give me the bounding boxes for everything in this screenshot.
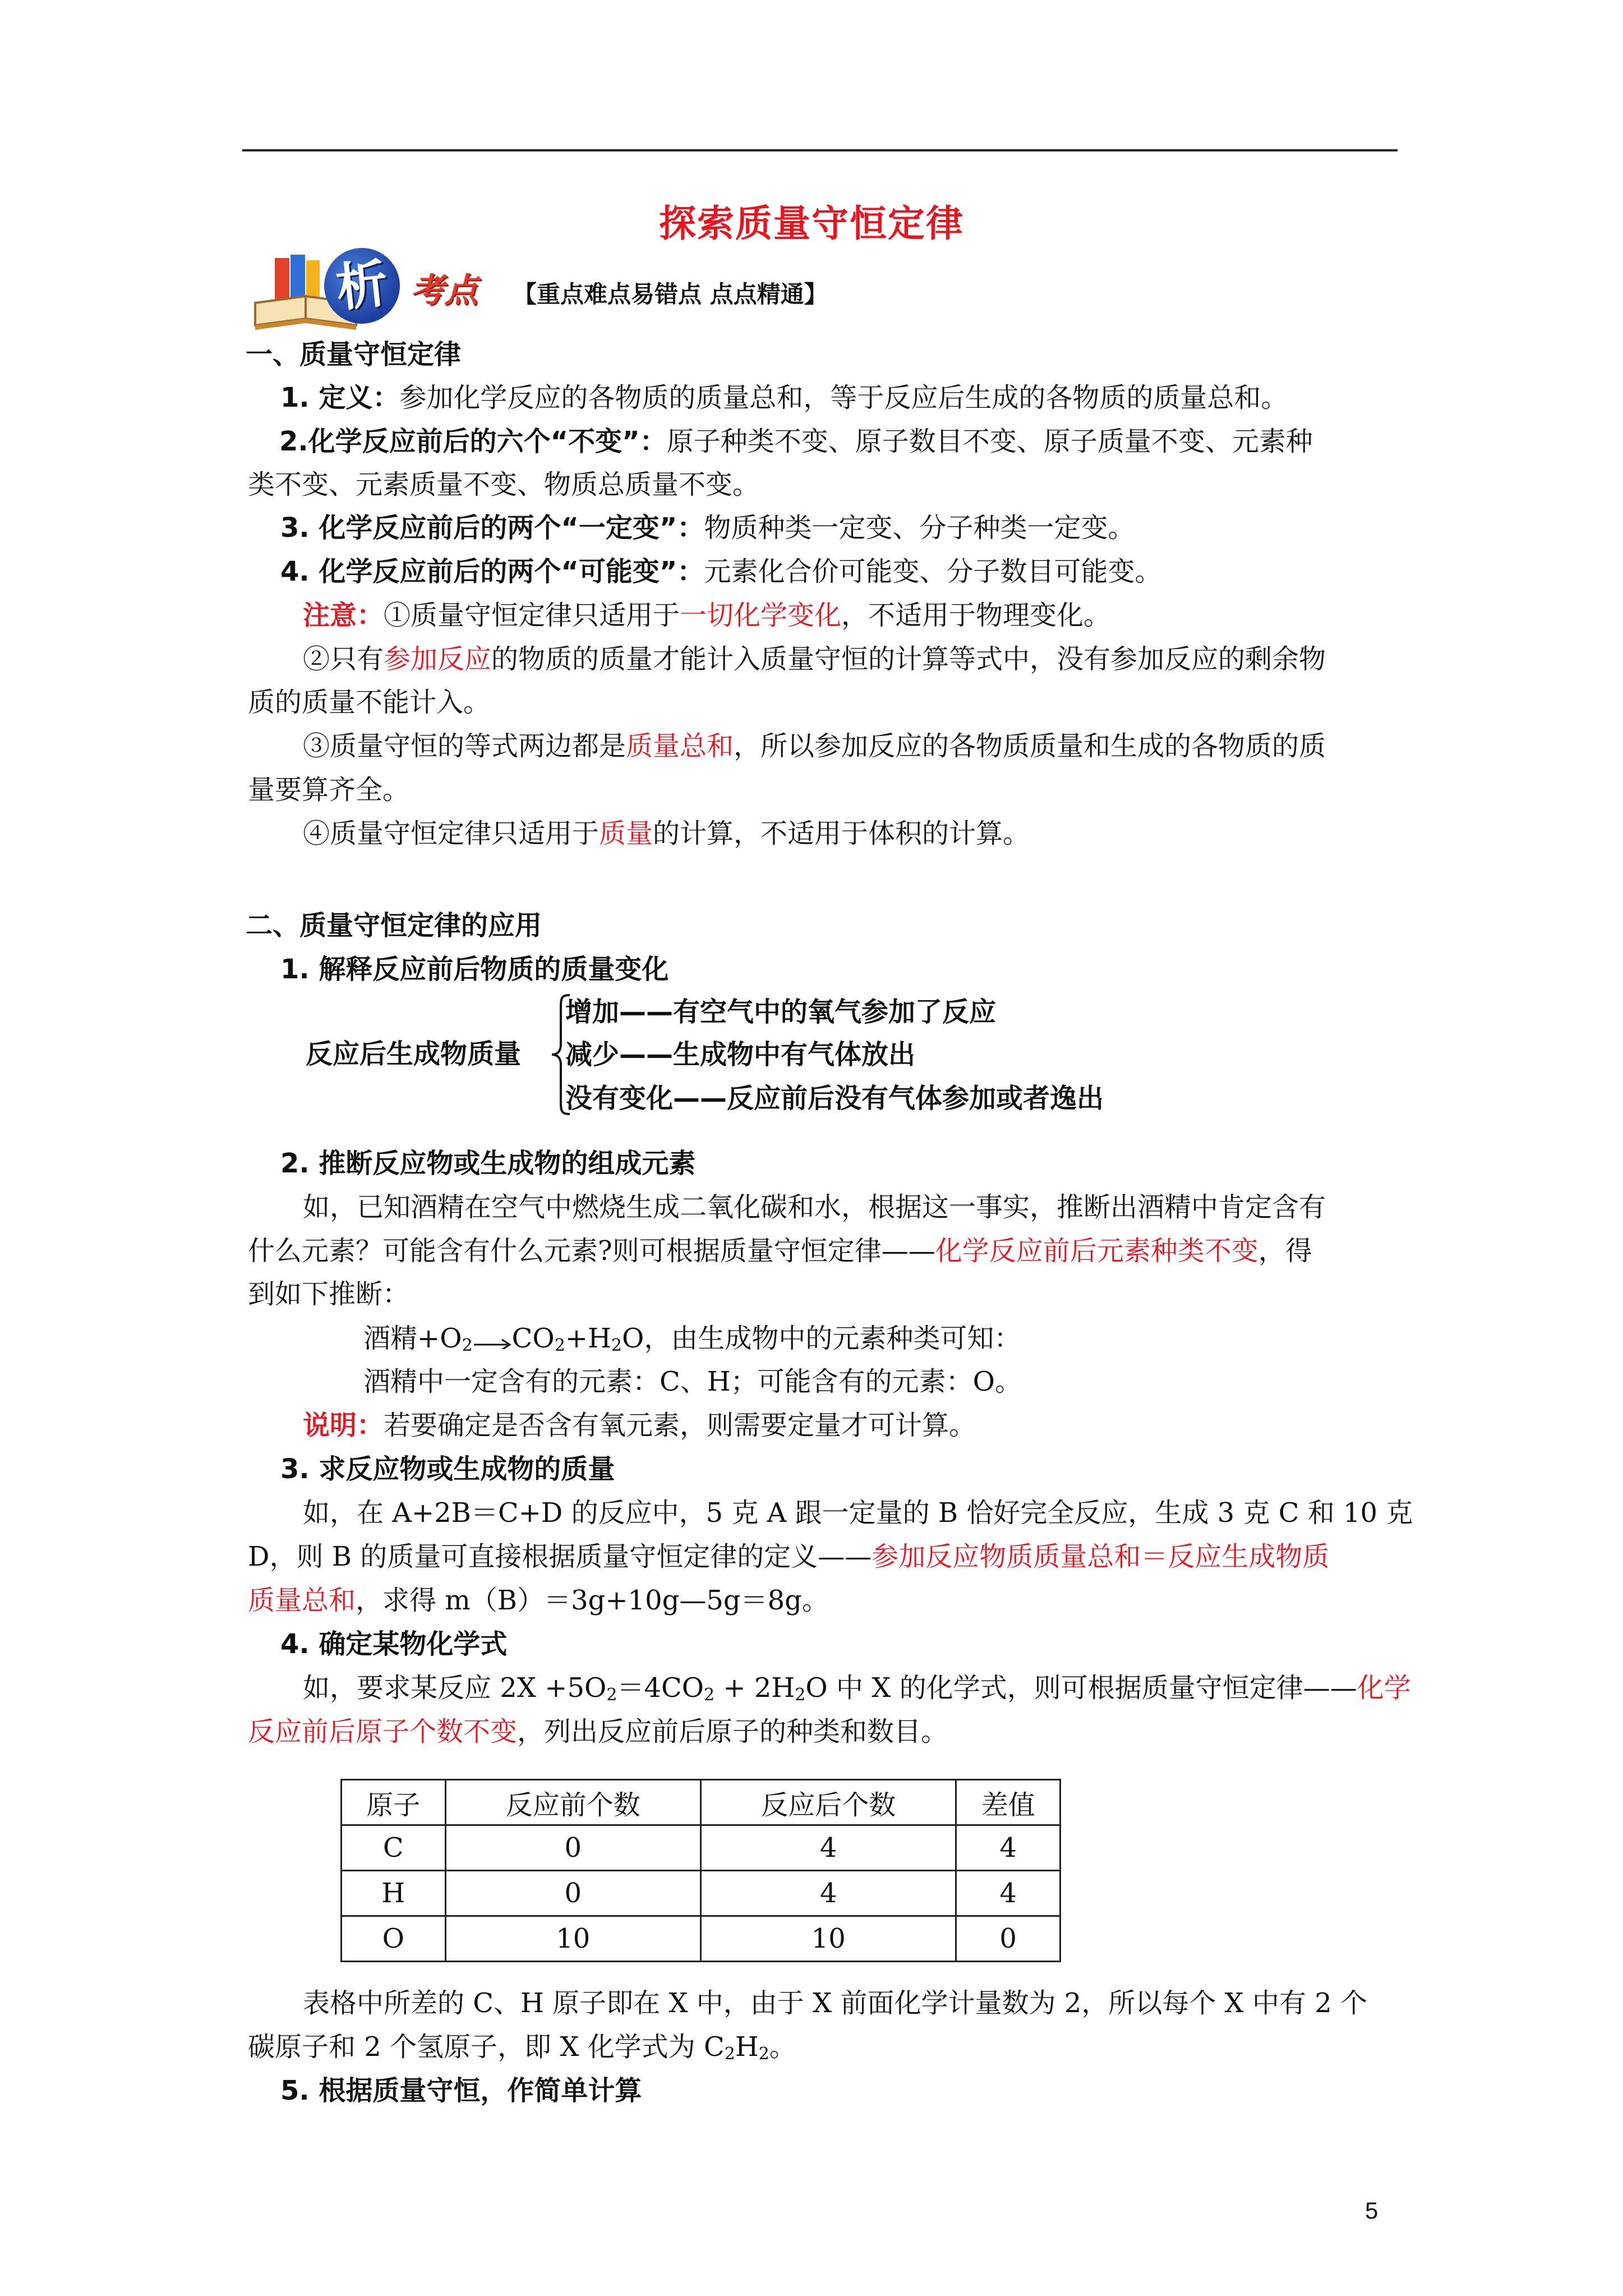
list-item: 2.化学反应前后的六个“不变”：原子种类不变、原子数目不变、原子质量不变、元素种 (279, 426, 1313, 457)
table-header-cell: 反应后个数 (700, 1780, 956, 1825)
section-heading: 一、质量守恒定律 (246, 339, 462, 370)
explanation-line: 说明：若要确定是否含有氧元素，则需要定量才可计算。 (303, 1410, 976, 1441)
note-line: 质的质量不能计入。 (248, 687, 491, 718)
brace-branch: 增加——有空气中的氧气参加了反应 (565, 996, 997, 1028)
table-row (342, 1825, 1061, 1871)
table-cell: 4 (956, 1825, 1061, 1871)
table-header-cell: 反应前个数 (445, 1780, 700, 1825)
paragraph-line: 碳原子和 2 个氢原子，即 X 化学式为 $C_2H_2$。 (248, 2031, 796, 2064)
list-item: 1. 定义：参加化学反应的各物质的质量总和，等于反应后生成的各物质的质量总和。 (280, 382, 1288, 413)
paragraph-line: 酒精中一定含有的元素：C、H；可能含有的元素：O。 (363, 1366, 1022, 1397)
arrow-icon (473, 1332, 512, 1349)
note-line: 注意：①质量守恒定律只适用于一切化学变化，不适用于物理变化。 (303, 600, 1111, 631)
reaction-equation: 酒精$+O_2$ $CO_2+H_2O$，由生成物中的元素种类可知： (363, 1323, 1021, 1355)
note-line: 量要算齐全。 (248, 774, 410, 806)
table-cell: 0 (956, 1916, 1061, 1962)
page-title: 探索质量守恒定律 (659, 202, 964, 245)
table-row (342, 1871, 1061, 1916)
subsection-heading: 4. 确定某物化学式 (280, 1628, 508, 1660)
table-header-cell: 差值 (956, 1780, 1061, 1825)
banner-label: 考点 (411, 271, 478, 310)
list-item-continued: 类不变、元素质量不变、物质总质量不变。 (248, 469, 760, 500)
paragraph-line: 反应前后原子个数不变，列出反应前后原子的种类和数目。 (248, 1716, 948, 1747)
section-banner (252, 247, 925, 331)
table-cell: 4 (700, 1871, 956, 1916)
list-item: 3. 化学反应前后的两个“一定变”：物质种类一定变、分子种类一定变。 (280, 512, 1135, 544)
table-header-row (342, 1780, 1061, 1825)
note-line: ②只有参加反应的物质的质量才能计入质量守恒的计算等式中，没有参加反应的剩余物 (303, 643, 1326, 675)
paragraph-line: D，则 B 的质量可直接根据质量守恒定律的定义——参加反应物质质量总和＝反应生成物质 (248, 1541, 1330, 1572)
table-cell: C (342, 1825, 446, 1871)
note-line: ④质量守恒定律只适用于质量的计算，不适用于体积的计算。 (303, 818, 1030, 849)
table-cell: 0 (445, 1871, 700, 1916)
brace-branch: 没有变化——反应前后没有气体参加或者逸出 (565, 1083, 1104, 1114)
analysis-icon: 析 (320, 244, 403, 327)
list-item: 4. 化学反应前后的两个“可能变”：元素化合价可能变、分子数目可能变。 (280, 556, 1162, 587)
table-cell: 0 (445, 1825, 700, 1871)
table-cell: O (342, 1916, 446, 1962)
subsection-heading: 3. 求反应物或生成物的质量 (280, 1453, 615, 1485)
table-cell: 4 (700, 1825, 956, 1871)
paragraph-line: 质量总和，求得 m（B）＝3g+10g—5g＝8g。 (248, 1585, 829, 1616)
table-cell: 10 (700, 1916, 956, 1962)
table-cell: 10 (445, 1916, 700, 1962)
subsection-heading: 2. 推断反应物或生成物的组成元素 (280, 1148, 696, 1179)
banner-tagline: 【重点难点易错点 点点精通】 (513, 280, 828, 308)
table-cell: H (342, 1871, 446, 1916)
paragraph-line: 什么元素？可能含有什么元素?则可根据质量守恒定律——化学反应前后元素种类不变，得 (248, 1235, 1312, 1267)
paragraph-line: 表格中所差的 C、H 原子即在 X 中，由于 X 前面化学计量数为 2，所以每个 X 中有 2 个 (303, 1987, 1368, 2019)
table-cell: 4 (956, 1871, 1061, 1916)
table-header-cell: 原子 (342, 1780, 446, 1825)
subsection-heading: 5. 根据质量守恒，作简单计算 (280, 2075, 642, 2106)
section-heading: 二、质量守恒定律的应用 (246, 910, 542, 941)
header-rule (242, 149, 1398, 151)
page-number: 5 (1365, 2197, 1378, 2224)
brace-left-label: 反应后生成物质量 (306, 1038, 522, 1070)
brace-branch: 减少——生成物中有气体放出 (565, 1039, 916, 1070)
paragraph-line: 如，要求某反应 $2X +5O_2=4CO_2 + 2H_2O$ 中 X 的化学式，则可根据质量守恒定律——化学 (303, 1672, 1411, 1705)
note-line: ③质量守恒的等式两边都是质量总和，所以参加反应的各物质质量和生成的各物质的质 (303, 730, 1326, 762)
atom-count-table (340, 1779, 1061, 1962)
paragraph-line: 如，已知酒精在空气中燃烧生成二氧化碳和水，根据这一事实，推断出酒精中肯定含有 (303, 1191, 1326, 1223)
subsection-heading: 1. 解释反应前后物质的质量变化 (280, 954, 669, 985)
paragraph-line: 如，在 A+2B＝C+D 的反应中，5 克 A 跟一定量的 B 恰好完全反应，生成 3 克 C 和 10 克 (303, 1497, 1413, 1529)
paragraph-line: 到如下推断： (248, 1278, 410, 1310)
table-row (342, 1916, 1061, 1962)
